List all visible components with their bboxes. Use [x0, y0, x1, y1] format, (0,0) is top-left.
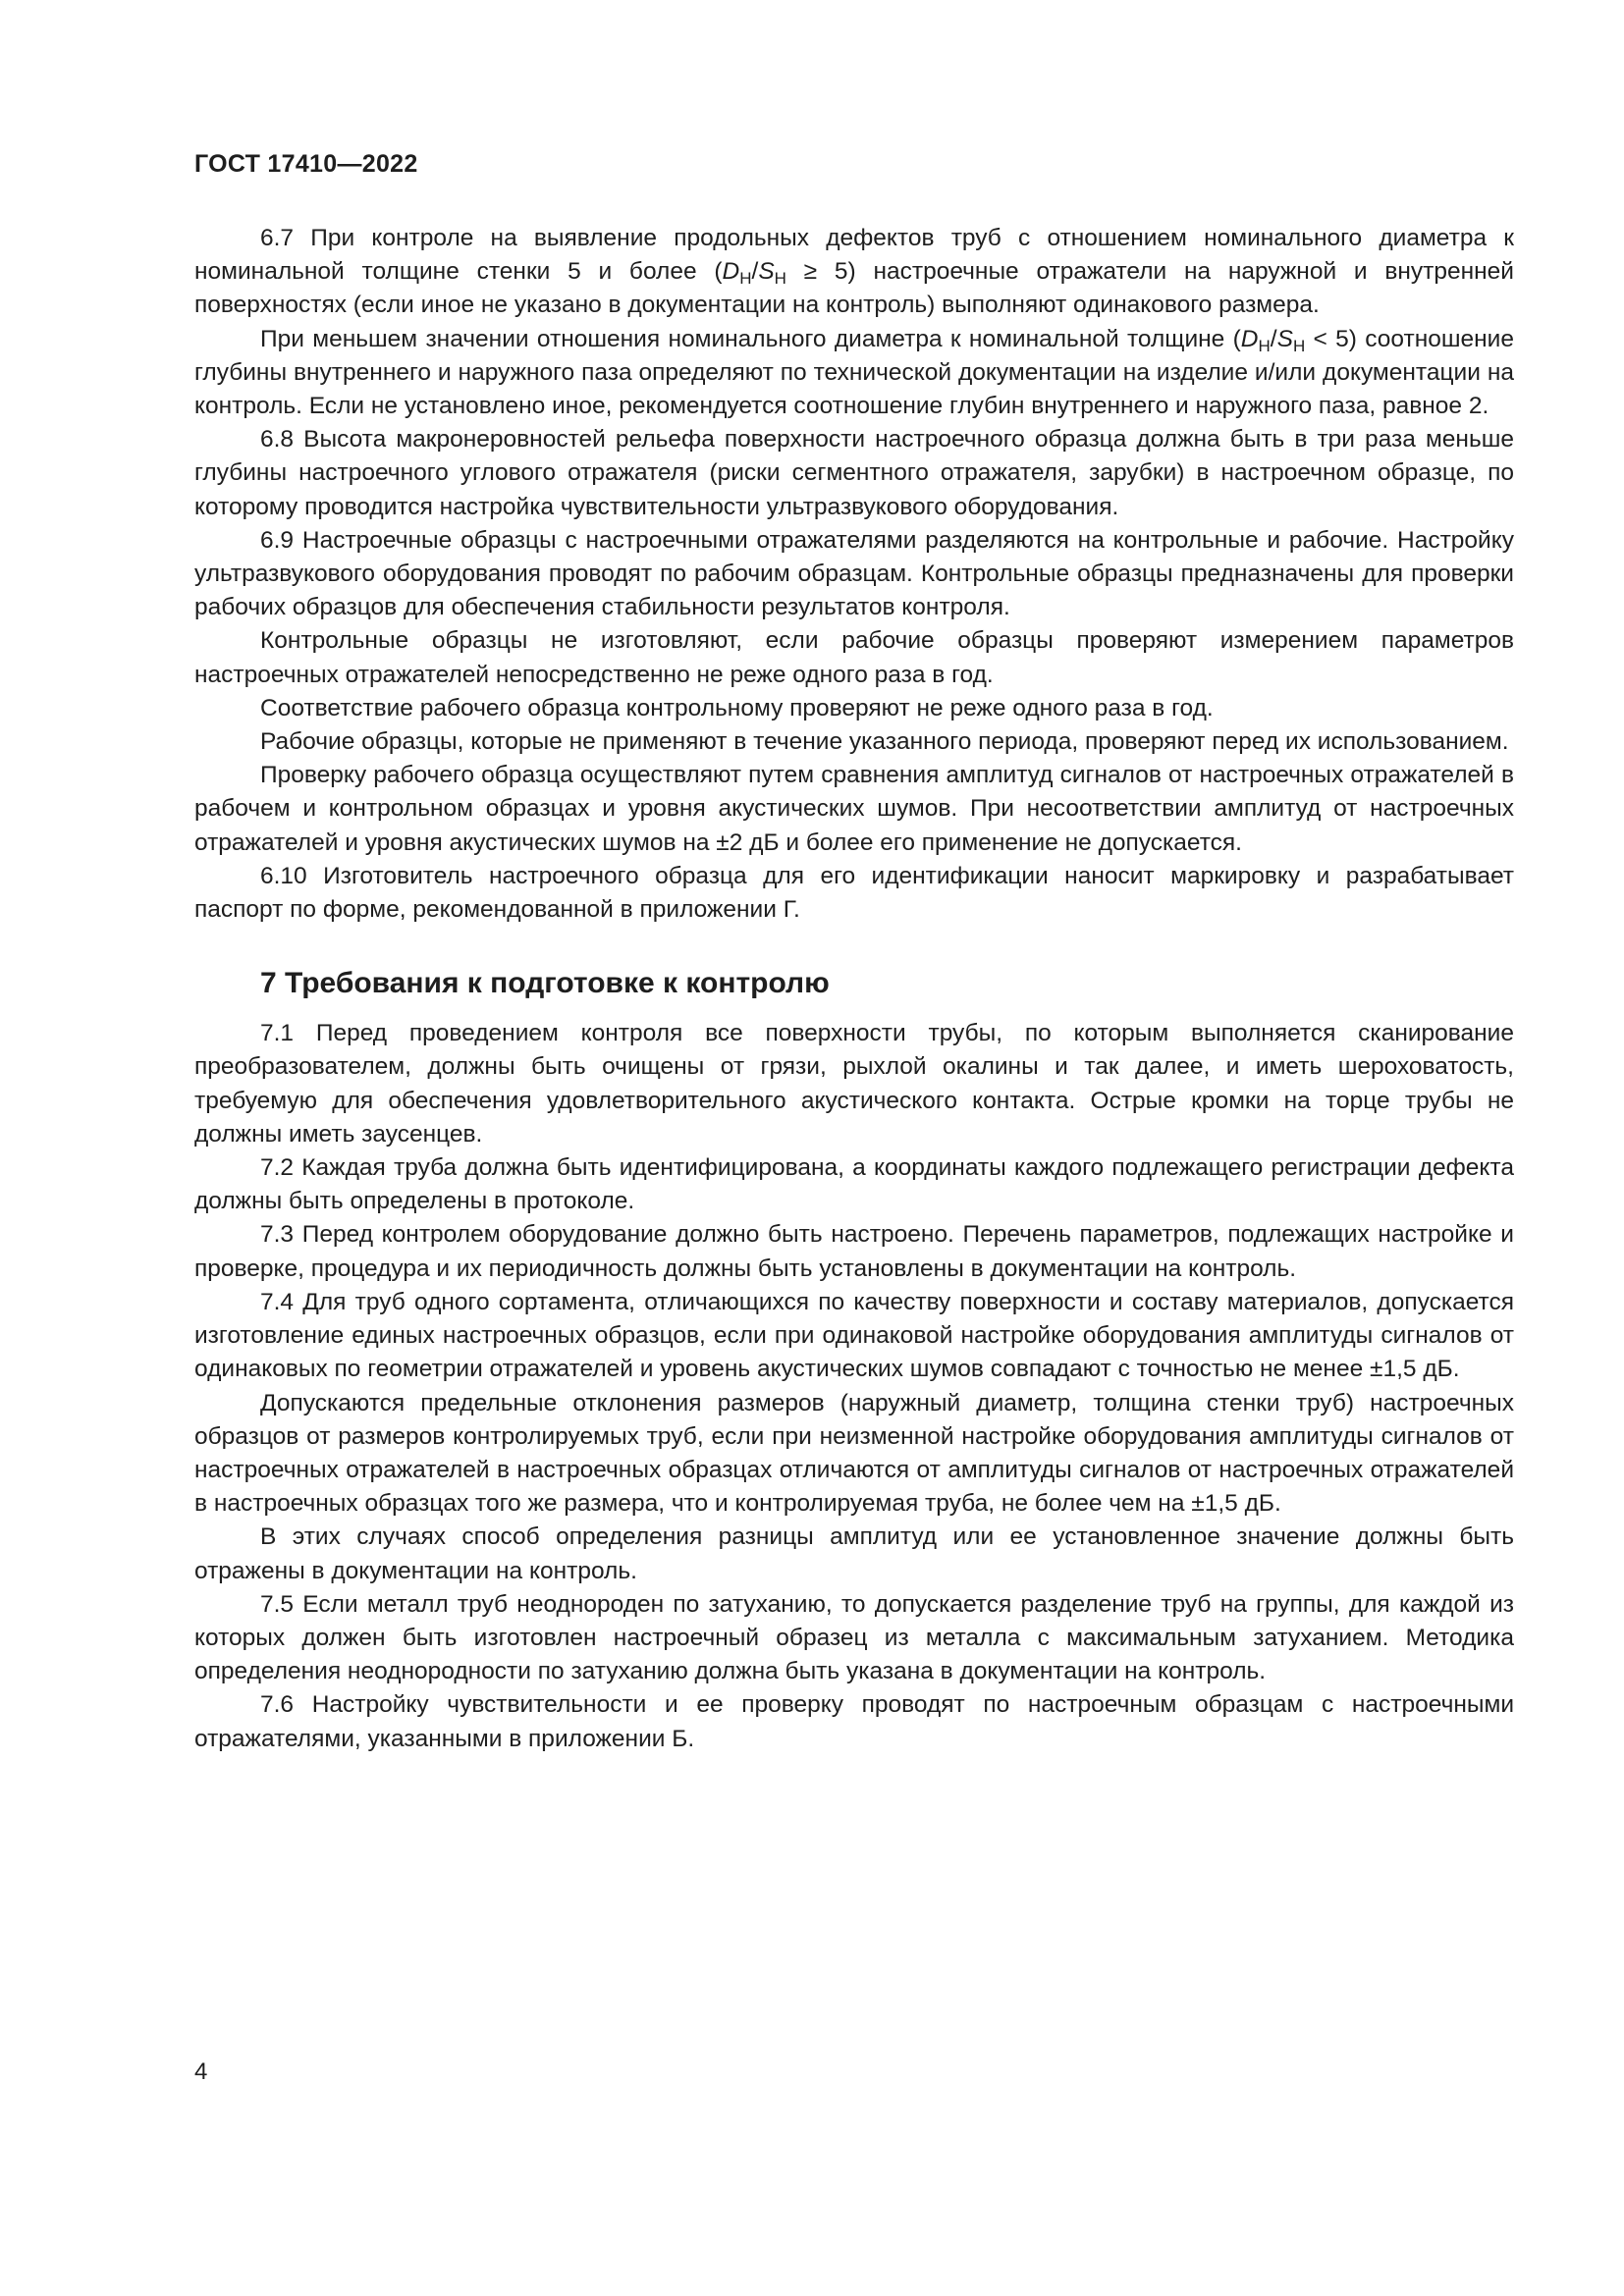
paragraph-7-5: 7.5 Если металл труб неоднороден по затуханию, то допускается разделение труб на группы, для каждой из которых должен быть изготовлен настроечный образец из металла с максимальным затуханием. Методика определения неоднородности по затуханию должна быть указана в документации на контроль. — [194, 1590, 1514, 1685]
paragraph-6-7-cont: При меньшем значении отношения номинального диаметра к номинальной толщине $(D_Н/S_Н < 5)$ соотношение глубины внутреннего и наружного паза определяют по технической документации на изделие и/или документации на контроль. Если не установлено иное, рекомендуется соотношение глубин внутреннего и наружного паза, равное 2. — [194, 325, 1514, 420]
document-header: ГОСТ 17410—2022 — [194, 150, 418, 178]
document-body — [194, 222, 1514, 1756]
paragraph-7-6: 7.6 Настройку чувствительности и ее проверку проводят по настроечным образцам с настроечными отражателями, указанными в приложении Б. — [194, 1691, 1514, 1752]
paragraph-7-4-c: В этих случаях способ определения разницы амплитуд или ее установленное значение должны быть отражены в документации на контроль. — [194, 1523, 1514, 1584]
paragraph-6-8: 6.8 Высота макронеровностей рельефа поверхности настроечного образца должна быть в три раза меньше глубины настроечного углового отражателя (риски сегментного отражателя, зарубки) в настроечном образце, по которому проводится настройка чувствительности ультразвукового оборудования. — [194, 426, 1514, 520]
paragraph-6-7: 6.7 При контроле на выявление продольных дефектов труб с отношением номинального диаметра к номинальной толщине стенки 5 и более $(D_Н/S_Н \ge 5)$ настроечные отражатели на наружной и внутренней поверхностях (если иное не указано в документации на контроль) выполняют одинакового размера. — [194, 225, 1514, 319]
paragraph-7-4-b: Допускаются предельные отклонения размеров (наружный диаметр, толщина стенки труб) настроечных образцов от размеров контролируемых труб, если при неизменной настройке оборудования амплитуды сигналов от настроечных отражателей в настроечных образцах отличаются от амплитуды сигналов от настроечных отражателей в настроечных образцах того же размера, что и контролируемая труба, не более чем на ±1,5 дБ. — [194, 1389, 1514, 1518]
paragraph-7-3: 7.3 Перед контролем оборудование должно быть настроено. Перечень параметров, подлежащих настройке и проверке, процедура и их периодичность должны быть установлены в документации на контроль. — [194, 1221, 1514, 1282]
paragraph-7-1: 7.1 Перед проведением контроля все поверхности трубы, по которым выполняется сканирование преобразователем, должны быть очищены от грязи, рыхлой окалины и так далее, и иметь шероховатость, требуемую для обеспечения удовлетворительного акустического контакта. Острые кромки на торце трубы не должны иметь заусенцев. — [194, 1020, 1514, 1148]
section-7-title: 7 Требования к подготовке к контролю — [260, 967, 830, 1000]
page-number: 4 — [194, 2058, 208, 2085]
paragraph-7-2: 7.2 Каждая труба должна быть идентифицирована, а координаты каждого подлежащего регистрации дефекта должны быть определены в протоколе. — [194, 1154, 1514, 1215]
paragraph-6-9-d: Рабочие образцы, которые не применяют в течение указанного периода, проверяют перед их использованием. — [260, 728, 1509, 756]
paragraph-6-10: 6.10 Изготовитель настроечного образца для его идентификации наносит маркировку и разрабатывает паспорт по форме, рекомендованной в приложении Г. — [194, 862, 1514, 924]
paragraph-6-9: 6.9 Настроечные образцы с настроечными отражателями разделяются на контрольные и рабочие. Настройку ультразвукового оборудования проводят по рабочим образцам. Контрольные образцы предназначены для проверки рабочих образцов для обеспечения стабильности результатов контроля. — [194, 526, 1514, 621]
paragraph-6-9-b: Контрольные образцы не изготовляют, если рабочие образцы проверяют измерением параметров настроечных отражателей непосредственно не реже одного раза в год. — [194, 627, 1514, 688]
paragraph-7-4: 7.4 Для труб одного сортамента, отличающихся по качеству поверхности и составу материалов, допускается изготовление единых настроечных образцов, если при одинаковой настройке оборудования амплитуды сигналов от одинаковых по геометрии отражателей и уровень акустических шумов совпадают с точностью не менее ±1,5 дБ. — [194, 1288, 1514, 1383]
paragraph-6-9-e: Проверку рабочего образца осуществляют путем сравнения амплитуд сигналов от настроечных отражателей в рабочем и контрольном образцах и уровня акустических шумов. При несоответствии амплитуд от настроечных отражателей и уровня акустических шумов на ±2 дБ и более его применение не допускается. — [194, 762, 1514, 856]
paragraph-6-9-c: Соответствие рабочего образца контрольному проверяют не реже одного раза в год. — [260, 694, 1214, 721]
